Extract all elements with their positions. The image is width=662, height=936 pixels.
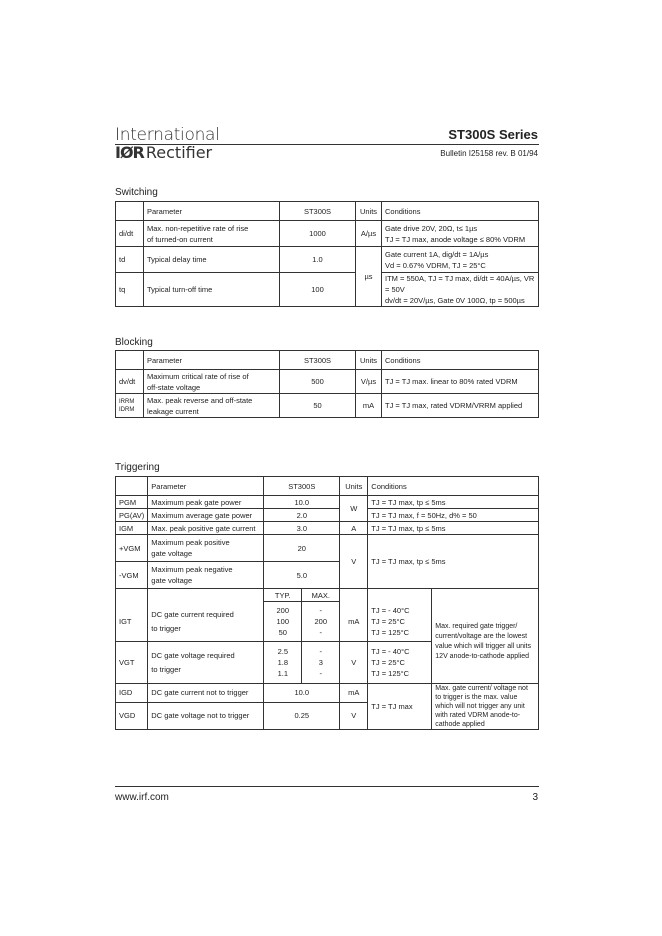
parameter: DC gate current required to trigger (148, 602, 264, 642)
table-row (116, 247, 539, 273)
parameter: Max. peak positive gate current (148, 522, 264, 535)
col-units: Units (340, 477, 368, 496)
parameter: DC gate current not to trigger (148, 684, 264, 703)
section-title-switching: Switching (115, 187, 158, 198)
units: mA (356, 394, 382, 418)
symbol: VGD (116, 702, 148, 729)
gd-note: Max. gate current/ voltage not to trigger is the max. value which will not trigger any unit with rated VDRM anode-to-cathode applied (432, 684, 539, 730)
col-part: ST300S (264, 477, 340, 496)
col-conditions: Conditions (382, 351, 539, 370)
symbol: -VGM (116, 562, 148, 589)
table-row (116, 522, 539, 535)
col-parameter: Parameter (148, 477, 264, 496)
symbol: IGD (116, 684, 148, 703)
footer-url[interactable]: www.irf.com (115, 792, 169, 803)
table-header-row (116, 477, 539, 496)
col-conditions: Conditions (382, 202, 539, 221)
logo-international: International (115, 125, 220, 145)
col-parameter: Parameter (144, 202, 280, 221)
table-row (116, 684, 539, 703)
conditions: TJ = TJ max, tp ≤ 5ms (368, 496, 539, 509)
value: 1.0 (280, 247, 356, 273)
typ-label: TYP. (264, 589, 302, 602)
value: 20 (264, 535, 340, 562)
triggering-table (115, 476, 539, 730)
trigger-note: Max. required gate trigger/ current/voltage are the lowest value which will trigger all units 12V anode-to-cathode applied (432, 602, 539, 684)
parameter: Typical delay time (144, 247, 280, 273)
table-row (116, 273, 539, 307)
units: µs (356, 247, 382, 307)
symbol: +VGM (116, 535, 148, 562)
parameter: Maximum peak positive gate voltage (148, 535, 264, 562)
units: A/µs (356, 221, 382, 247)
units: V (340, 642, 368, 684)
logo-rectifier-text: Rectifier (145, 143, 213, 162)
value: 1000 (280, 221, 356, 247)
symbol: IGM (116, 522, 148, 535)
logo-rectifier (115, 143, 212, 162)
parameter: Max. non-repetitive rate of rise of turned-on current (144, 221, 280, 247)
value: 5.0 (264, 562, 340, 589)
max-label: MAX. (302, 589, 340, 602)
parameter: Maximum critical rate of rise of off-state voltage (144, 370, 280, 394)
conditions: ITM = 550A, TJ = TJ max, di/dt = 40A/µs, VR = 50V dv/dt = 20V/µs, Gate 0V 100Ω, tp = 500µs (382, 273, 539, 307)
table-row (116, 394, 539, 418)
units: W (340, 496, 368, 522)
parameter: DC gate voltage not to trigger (148, 702, 264, 729)
units: mA (340, 684, 368, 703)
footer-divider (115, 786, 539, 787)
col-conditions: Conditions (368, 477, 539, 496)
conditions: TJ = TJ max, rated VDRM/VRRM applied (382, 394, 539, 418)
col-units: Units (356, 202, 382, 221)
value: 10.0 (264, 496, 340, 509)
table-header-row (116, 202, 539, 221)
max-values: - 3 - (302, 642, 340, 684)
series-title: ST300S Series (448, 127, 538, 142)
value: 10.0 (264, 684, 340, 703)
units: A (340, 522, 368, 535)
conditions: TJ = TJ max, tp ≤ 5ms (368, 535, 539, 589)
table-row (116, 509, 539, 522)
parameter: Maximum average gate power (148, 509, 264, 522)
units: V (340, 702, 368, 729)
blocking-table (115, 350, 539, 418)
units: mA (340, 602, 368, 642)
symbol: PG(AV) (116, 509, 148, 522)
parameter: DC gate voltage required to trigger (148, 642, 264, 684)
units: V (340, 535, 368, 589)
symbol: tq (116, 273, 144, 307)
conditions: TJ = TJ max, tp ≤ 5ms (368, 522, 539, 535)
conditions: Gate current 1A, dig/dt = 1A/µs Vd = 0.67% VDRM, TJ = 25°C (382, 247, 539, 273)
table-row (116, 602, 539, 642)
parameter: Maximum peak gate power (148, 496, 264, 509)
value: 100 (280, 273, 356, 307)
table-row (116, 496, 539, 509)
symbol: VGT (116, 642, 148, 684)
logo-brand-mark: IØR (115, 143, 144, 162)
value: 3.0 (264, 522, 340, 535)
conditions: TJ = TJ max, f = 50Hz, d% = 50 (368, 509, 539, 522)
value: 0.25 (264, 702, 340, 729)
col-part: ST300S (280, 351, 356, 370)
conditions: TJ = - 40°C TJ = 25°C TJ = 125°C (368, 602, 432, 642)
col-part: ST300S (280, 202, 356, 221)
conditions: TJ = - 40°C TJ = 25°C TJ = 125°C (368, 642, 432, 684)
section-title-triggering: Triggering (115, 462, 160, 473)
symbol: IRRM IDRM (116, 394, 144, 418)
bulletin-ref: Bulletin I25158 rev. B 01/94 (440, 149, 538, 158)
symbol: td (116, 247, 144, 273)
table-header-row (116, 351, 539, 370)
section-title-blocking: Blocking (115, 337, 153, 348)
value: 500 (280, 370, 356, 394)
table-row (116, 370, 539, 394)
value: 50 (280, 394, 356, 418)
conditions: Gate drive 20V, 20Ω, t≤ 1µs TJ = TJ max, anode voltage ≤ 80% VDRM (382, 221, 539, 247)
symbol: IGT (116, 602, 148, 642)
table-row (116, 589, 539, 602)
parameter: Typical turn-off time (144, 273, 280, 307)
max-values: - 200 - (302, 602, 340, 642)
switching-table (115, 201, 539, 307)
typ-values: 2.5 1.8 1.1 (264, 642, 302, 684)
conditions: TJ = TJ max (368, 684, 432, 730)
symbol: dv/dt (116, 370, 144, 394)
conditions: TJ = TJ max. linear to 80% rated VDRM (382, 370, 539, 394)
typ-values: 200 100 50 (264, 602, 302, 642)
parameter: Max. peak reverse and off-state leakage current (144, 394, 280, 418)
parameter: Maximum peak negative gate voltage (148, 562, 264, 589)
value: 2.0 (264, 509, 340, 522)
table-row (116, 535, 539, 562)
header-divider (115, 144, 539, 145)
symbol: PGM (116, 496, 148, 509)
page-number: 3 (532, 792, 538, 803)
symbol: di/dt (116, 221, 144, 247)
table-row (116, 221, 539, 247)
col-parameter: Parameter (144, 351, 280, 370)
col-units: Units (356, 351, 382, 370)
units: V/µs (356, 370, 382, 394)
